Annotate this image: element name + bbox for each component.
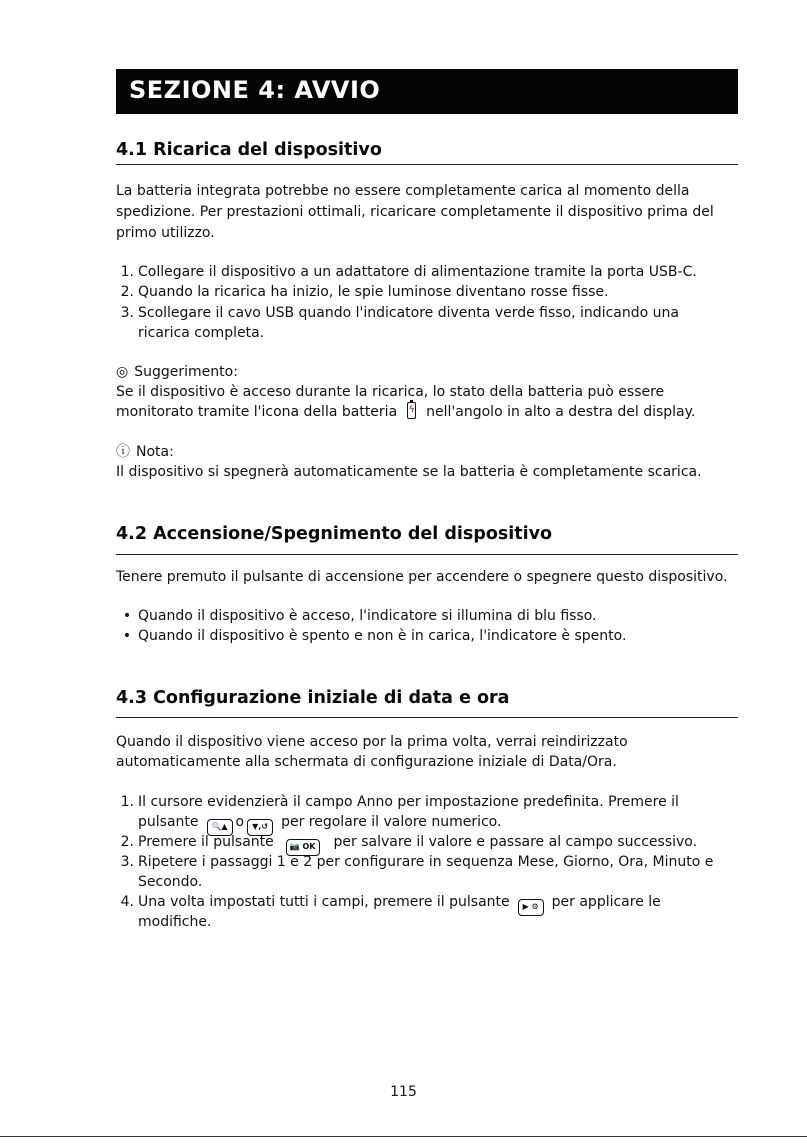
up-button-icon: 🔍▲ <box>207 819 233 836</box>
charging-step-2: 2. Quando la ricarica ha inizio, le spie luminose diventano rosse fisse. <box>120 284 609 300</box>
datetime-step-4: 4. Una volta impostati tutti i campi, premere il pulsante ▶ ⚙ per applicare le <box>116 892 661 916</box>
datetime-intro-line-1: Quando il dispositivo viene acceso por la prima volta, verrai reindirizzato <box>116 734 628 750</box>
down-button-icon: ▼,↺ <box>247 819 273 836</box>
charging-step-1: 1. Collegare il dispositivo a un adattatore di alimentazione tramite la porta USB-C. <box>120 264 697 280</box>
note-text: Il dispositivo si spegnerà automaticamente se la batteria è completamente scarica. <box>116 464 702 480</box>
datetime-step-2: 2. Premere il pulsante 📷 OK per salvare il valore e passare al campo successivo. <box>116 832 697 856</box>
datetime-step-3-continued: Secondo. <box>138 874 203 890</box>
datetime-step-1: 1. Il cursore evidenzierà il campo Anno per impostazione predefinita. Premere il <box>120 794 679 810</box>
datetime-step-3: 3. Ripetere i passaggi 1 e 2 per configurare in sequenza Mese, Giorno, Ora, Minuto e <box>120 854 714 870</box>
info-icon: ⓘ <box>116 444 130 460</box>
charging-step-3-continued: ricarica completa. <box>138 325 265 341</box>
tip-label: ◎ Suggerimento: <box>116 362 238 383</box>
charging-intro-line-1: La batteria integrata potrebbe no essere completamente carica al momento della <box>116 183 690 199</box>
section-banner <box>116 69 738 114</box>
power-bullet-1: • Quando il dispositivo è acceso, l'indicatore si illumina di blu fisso. <box>122 608 597 624</box>
heading-datetime: 4.3 Configurazione iniziale di data e ora <box>116 688 510 708</box>
heading-charging: 4.1 Ricarica del dispositivo <box>116 140 382 160</box>
tip-icon: ◎ <box>116 364 129 380</box>
charging-intro-line-3: primo utilizzo. <box>116 225 215 241</box>
charging-intro-line-2: spedizione. Per prestazioni ottimali, ricaricare completamente il dispositivo prima del <box>116 204 714 220</box>
heading-power: 4.2 Accensione/Spegnimento del dispositivo <box>116 524 553 544</box>
section-title: SEZIONE 4: AVVIO <box>129 76 381 104</box>
tip-line-2: monitorato tramite l'icona della batteria ϟ nell'angolo in alto a destra del display. <box>116 404 696 420</box>
datetime-step-4-continued: modifiche. <box>138 914 212 930</box>
note-label: ⓘ Nota: <box>116 442 174 463</box>
page-number: 115 <box>390 1084 417 1100</box>
heading-rule <box>116 164 738 165</box>
power-intro: Tenere premuto il pulsante di accensione per accendere o spegnere questo dispositivo. <box>116 569 728 585</box>
charging-step-3: 3. Scollegare il cavo USB quando l'indicatore diventa verde fisso, indicando una <box>120 305 679 321</box>
battery-icon: ϟ <box>407 402 416 419</box>
menu-button-icon: ▶ ⚙ <box>518 899 544 916</box>
heading-rule <box>116 554 738 555</box>
ok-button-icon: 📷 OK <box>286 839 320 856</box>
datetime-step-1-continued: pulsante 🔍▲ o ▼,↺ per regolare il valore numerico. <box>116 812 501 836</box>
power-bullet-2: • Quando il dispositivo è spento e non è in carica, l'indicatore è spento. <box>122 628 627 644</box>
footer-line <box>0 1136 807 1137</box>
heading-rule <box>116 717 738 718</box>
datetime-intro-line-2: automaticamente alla schermata di configurazione iniziale di Data/Ora. <box>116 754 617 770</box>
tip-line-1: Se il dispositivo è acceso durante la ricarica, lo stato della batteria può essere <box>116 384 665 400</box>
